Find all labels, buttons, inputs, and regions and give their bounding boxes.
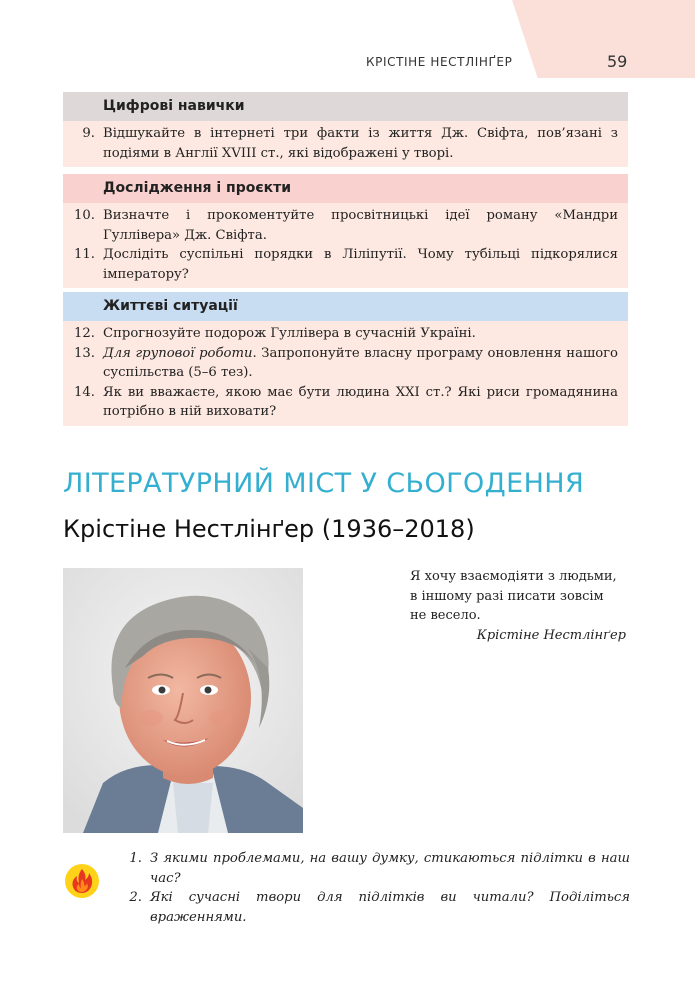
task-number: 13. — [74, 345, 95, 361]
task-item — [63, 124, 618, 163]
task-text — [103, 344, 618, 383]
corner-decoration — [512, 0, 695, 78]
question-item — [120, 849, 630, 888]
section-digital-skills — [63, 92, 628, 167]
quote-line: Я хочу взаємодіяти з людьми, — [410, 569, 617, 584]
author-heading: Крістіне Нестлінґер (1936–2018) — [63, 515, 475, 543]
fire-icon — [64, 863, 100, 899]
task-text: Спрогнозуйте подорож Гуллівера в сучасній Україні. — [103, 326, 476, 341]
question-item — [120, 888, 630, 927]
task-text: Відшукайте в інтернеті три факти із життя Дж. Свіфта, пов’язані з подіями в Англії XVIII ст., які відображені у творі. — [103, 126, 618, 161]
running-head: КРІСТІНЕ НЕСТЛІНҐЕР — [366, 55, 513, 69]
task-number: 9. — [82, 126, 95, 141]
question-text: З якими проблемами, на вашу думку, стикаються підлітки в наш час? — [150, 851, 630, 886]
section-body — [63, 121, 628, 167]
section-body — [63, 321, 628, 426]
task-prefix: Для групової роботи — [103, 345, 253, 361]
page-number: 59 — [607, 52, 628, 71]
task-item — [63, 383, 618, 422]
question-number: 1. — [129, 851, 142, 866]
task-number: 14. — [74, 384, 95, 400]
task-number: 12. — [74, 326, 95, 341]
task-number: 10. — [74, 208, 95, 223]
section-research-projects — [63, 174, 628, 288]
task-number: 11. — [74, 247, 95, 262]
task-text: Дослідіть суспільні порядки в Ліліпутії. Чому тубільці підкорялися імператору? — [103, 247, 618, 282]
task-item — [63, 344, 618, 383]
quote-line: не весело. — [410, 608, 481, 623]
section-title: Життєві ситуації — [63, 292, 628, 321]
task-item — [63, 245, 618, 284]
task-rest: . Запропонуйте власну програму оновлення нашого суспільства (5–6 тез). — [103, 345, 618, 380]
question-number: 2. — [129, 890, 142, 905]
quote-author: Крістіне Нестлінґер — [476, 627, 626, 643]
question-text: Які сучасні твори для підлітків ви читали? Поділіться враженнями. — [150, 890, 630, 925]
section-body — [63, 203, 628, 288]
section-title: Дослідження і проєкти — [63, 174, 628, 203]
task-item — [63, 324, 618, 344]
task-text: Як ви вважаєте, якою має бути людина XXI ст.? Які риси громадянина потрібно в ній виховати? — [103, 384, 618, 419]
section-title: Цифрові навички — [63, 92, 628, 121]
author-portrait — [63, 568, 303, 833]
task-text: Визначте і прокоментуйте просвітницькі ідеї роману «Мандри Гуллівера» Дж. Свіфта. — [103, 208, 618, 243]
discussion-questions — [120, 849, 630, 927]
section-life-situations — [63, 292, 628, 426]
task-item — [63, 206, 618, 245]
literary-bridge-title: ЛІТЕРАТУРНИЙ МІСТ У СЬОГОДЕННЯ — [63, 468, 585, 499]
quote-line: в іншому разі писати зовсім — [410, 588, 604, 604]
epigraph-quote — [410, 567, 640, 645]
